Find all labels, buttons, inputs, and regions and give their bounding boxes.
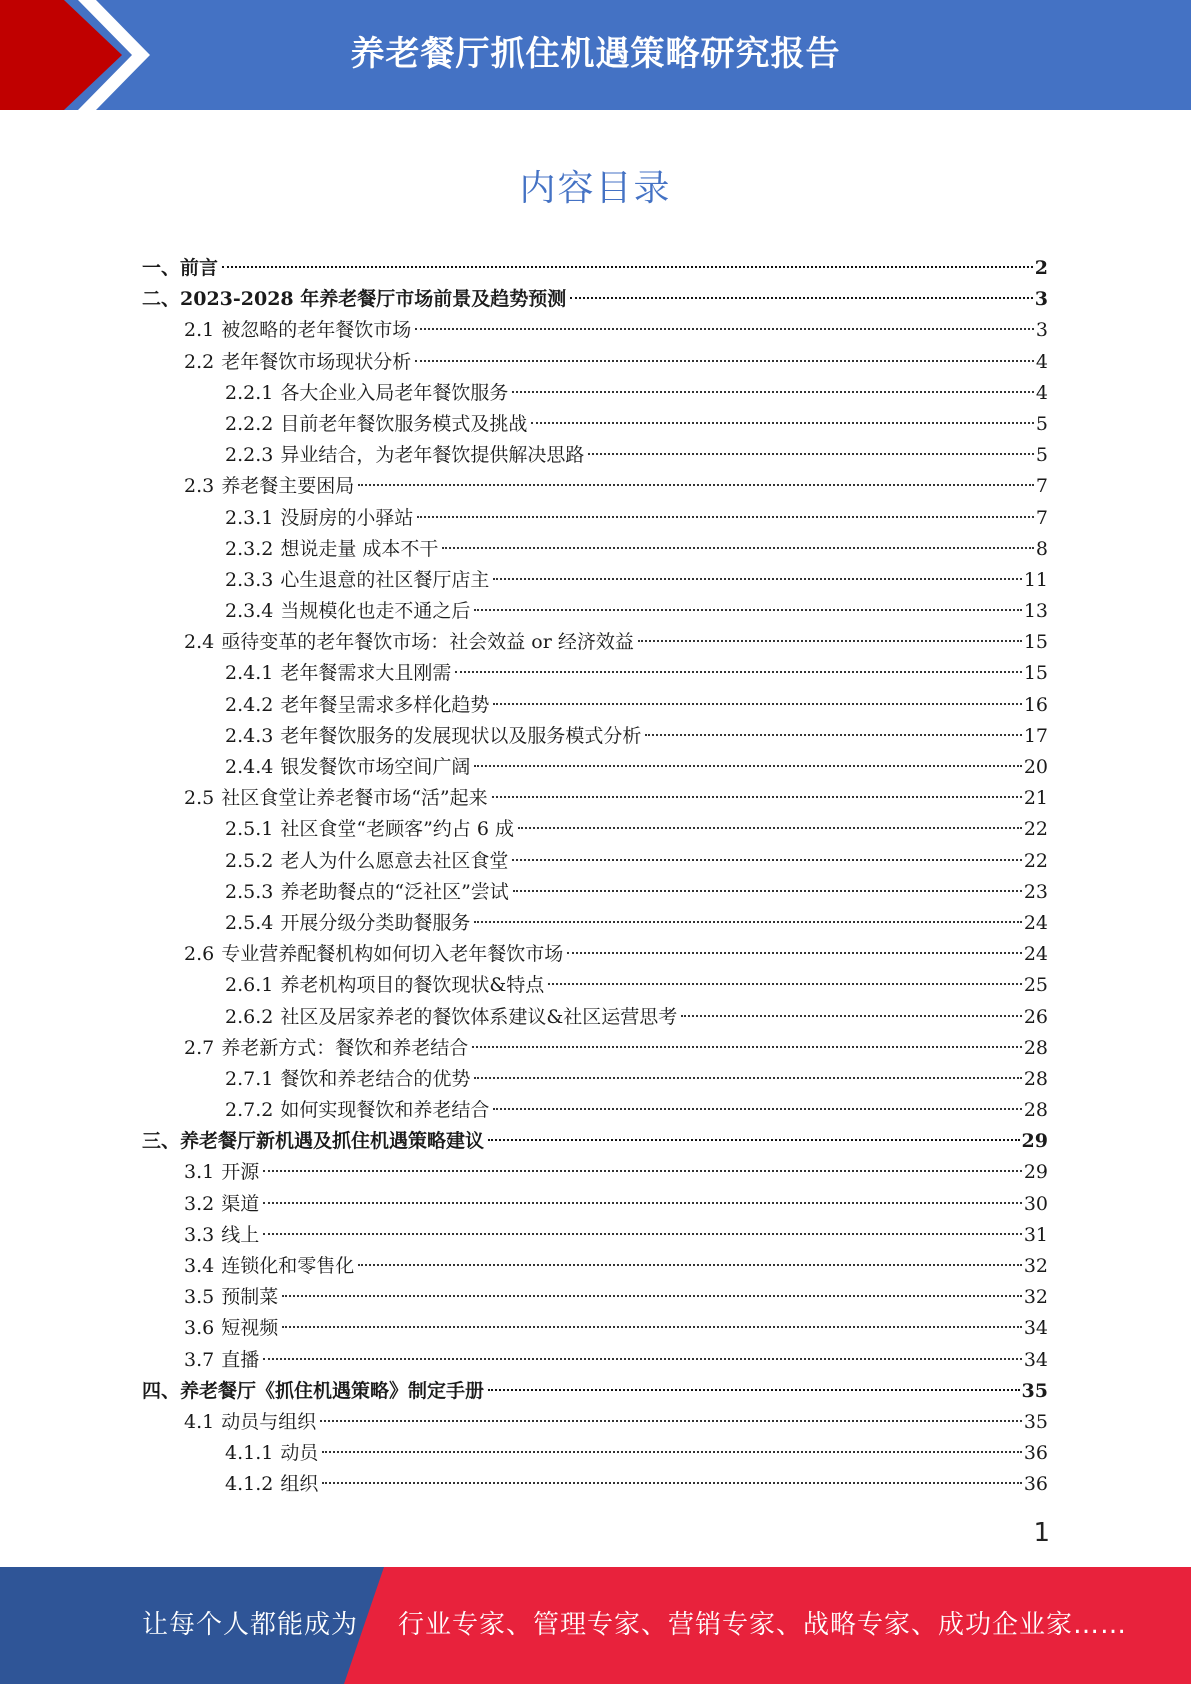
toc-entry-title: 预制菜 (221, 1286, 279, 1309)
toc-entry-title: 二、2023-2028 年养老餐厅市场前景及趋势预测 (142, 288, 567, 311)
toc-entry-page: 28 (1023, 1067, 1048, 1090)
toc-dot-leader (358, 1264, 1022, 1266)
toc-dot-leader (474, 1077, 1021, 1079)
toc-dot-leader (415, 360, 1034, 362)
toc-entry-page: 5 (1035, 444, 1048, 467)
toc-entry-page: 2 (1034, 257, 1048, 279)
toc-entry-number: 2.6.1 (225, 974, 274, 997)
toc-dot-leader (455, 671, 1021, 673)
toc-entry[interactable] (142, 1189, 1048, 1220)
toc-entry[interactable] (142, 1033, 1048, 1064)
footer-slogan-left: 让每个人都能成为 (142, 1610, 359, 1640)
toc-entry[interactable] (142, 1126, 1048, 1157)
toc-entry-title: 动员 (280, 1442, 319, 1465)
toc-entry[interactable] (142, 1376, 1048, 1407)
toc-dot-leader (488, 1139, 1020, 1141)
footer-slogan-right: 行业专家、管理专家、营销专家、战略专家、成功企业家…… (398, 1610, 1128, 1640)
toc-entry-page: 34 (1023, 1317, 1048, 1340)
toc-dot-leader (493, 578, 1021, 580)
toc-entry-page: 20 (1023, 756, 1048, 778)
toc-dot-leader (512, 391, 1034, 393)
toc-entry-number: 2.4.1 (225, 662, 274, 685)
toc-entry[interactable] (142, 534, 1048, 565)
toc-entry-title: 老年餐饮服务的发展现状以及服务模式分析 (280, 724, 642, 747)
toc-entry-number: 4.1 (184, 1410, 215, 1433)
toc-entry-title: 餐饮和养老结合的优势 (280, 1067, 471, 1090)
toc-entry-number: 2.5.4 (225, 911, 274, 934)
toc-dot-leader (322, 1451, 1021, 1453)
toc-entry-number: 2.5 (184, 787, 215, 810)
toc-entry-number: 4.1.2 (225, 1473, 274, 1496)
toc-entry[interactable] (142, 627, 1048, 658)
toc-entry-title: 直播 (221, 1348, 260, 1371)
toc-entry-number: 3.3 (184, 1223, 215, 1246)
toc-entry[interactable] (142, 1345, 1048, 1376)
toc-entry-title: 社区及居家养老的餐饮体系建议&社区运营思考 (280, 1005, 678, 1028)
toc-dot-leader (320, 1420, 1022, 1422)
toc-entry-title: 专业营养配餐机构如何切入老年餐饮市场 (221, 943, 564, 966)
toc-entry-page: 34 (1023, 1348, 1048, 1371)
toc-dot-leader (493, 703, 1021, 705)
toc-entry[interactable] (142, 690, 1048, 721)
toc-entry-page: 15 (1023, 662, 1048, 685)
toc-entry-number: 2.7.2 (225, 1099, 274, 1122)
toc-entry-title: 三、养老餐厅新机遇及抓住机遇策略建议 (142, 1130, 485, 1153)
toc-entry[interactable] (142, 315, 1048, 346)
toc-entry[interactable] (142, 846, 1048, 877)
toc-entry[interactable] (142, 1469, 1048, 1500)
toc-entry-page: 32 (1023, 1255, 1048, 1277)
toc-entry[interactable] (142, 1095, 1048, 1126)
toc-entry-title: 当规模化也走不通之后 (280, 600, 471, 623)
toc-entry-number: 2.6 (184, 943, 215, 966)
toc-entry-title: 亟待变革的老年餐饮市场：社会效益 or 经济效益 (221, 631, 634, 654)
toc-entry-title: 开展分级分类助餐服务 (280, 911, 471, 934)
toc-entry-page: 29 (1021, 1130, 1048, 1153)
toc-entry-number: 2.1 (184, 319, 215, 342)
toc-entry[interactable] (142, 1438, 1048, 1469)
toc-entry-title: 没厨房的小驿站 (280, 506, 414, 529)
toc-entry-number: 2.4 (184, 631, 215, 654)
toc-entry[interactable] (142, 752, 1048, 783)
toc-dot-leader (493, 1108, 1021, 1110)
toc-dot-leader (474, 765, 1021, 767)
toc-entry-number: 2.4.4 (225, 756, 274, 778)
toc-entry[interactable] (142, 970, 1048, 1001)
toc-entry-page: 24 (1023, 943, 1048, 966)
header-band (0, 0, 1191, 110)
toc-entry-number: 2.5.2 (225, 849, 274, 872)
toc-dot-leader (474, 609, 1021, 611)
toc-entry-page: 36 (1023, 1442, 1048, 1465)
toc-entry[interactable] (142, 253, 1048, 284)
toc-entry-title: 养老机构项目的餐饮现状&特点 (280, 974, 545, 997)
toc-entry-page: 35 (1021, 1379, 1048, 1402)
toc-entry[interactable] (142, 908, 1048, 939)
toc-entry[interactable] (142, 783, 1048, 814)
toc-entry-page: 21 (1023, 787, 1048, 810)
toc-entry[interactable] (142, 471, 1048, 502)
toc-entry[interactable] (142, 1064, 1048, 1095)
toc-dot-leader (588, 453, 1034, 455)
toc-heading: 内容目录 (519, 168, 672, 209)
toc-entry[interactable] (142, 1002, 1048, 1033)
toc-dot-leader (474, 921, 1021, 923)
toc-entry-page: 22 (1023, 818, 1048, 841)
toc-entry[interactable] (142, 721, 1048, 752)
toc-entry-title: 线上 (221, 1223, 260, 1246)
toc-entry[interactable] (142, 1407, 1048, 1438)
toc-entry[interactable] (142, 347, 1048, 378)
toc-entry-title: 社区食堂让养老餐市场“活”起来 (221, 787, 488, 810)
toc-entry-number: 2.7.1 (225, 1067, 274, 1090)
toc-entry-number: 2.2.3 (225, 444, 274, 467)
toc-dot-leader (645, 734, 1021, 736)
toc-entry-title: 目前老年餐饮服务模式及挑战 (280, 412, 528, 435)
toc-entry-page: 7 (1035, 475, 1048, 498)
toc-entry[interactable] (142, 378, 1048, 409)
toc-entry-title: 想说走量 成本不干 (280, 537, 439, 560)
toc-entry-page: 15 (1023, 631, 1048, 654)
toc-entry[interactable] (142, 1157, 1048, 1188)
toc-entry-page: 16 (1023, 693, 1048, 716)
toc-entry-number: 2.4.2 (225, 693, 274, 716)
toc-entry-title: 渠道 (221, 1192, 260, 1215)
toc-entry-title: 老年餐呈需求多样化趋势 (280, 693, 490, 716)
toc-entry-title: 一、前言 (142, 257, 219, 279)
toc-entry-page: 26 (1023, 1005, 1048, 1028)
toc-entry-page: 17 (1023, 724, 1048, 747)
toc-dot-leader (513, 890, 1022, 892)
toc-entry-page: 31 (1023, 1223, 1048, 1246)
toc-entry-title: 如何实现餐饮和养老结合 (280, 1099, 490, 1122)
toc-dot-leader (492, 796, 1022, 798)
toc-dot-leader (531, 422, 1034, 424)
toc-entry-page: 30 (1023, 1192, 1048, 1215)
toc-entry[interactable] (142, 1313, 1048, 1344)
toc-dot-leader (263, 1170, 1022, 1172)
toc-entry-page: 4 (1035, 381, 1048, 404)
toc-dot-leader (681, 1015, 1022, 1017)
toc-entry-number: 2.3.2 (225, 537, 274, 560)
toc-entry-title: 开源 (221, 1161, 260, 1184)
toc-entry-title: 老人为什么愿意去社区食堂 (280, 849, 509, 872)
toc-entry-page: 4 (1035, 350, 1048, 373)
toc-entry[interactable] (142, 1220, 1048, 1251)
toc-entry-title: 养老新方式：餐饮和养老结合 (221, 1036, 469, 1059)
toc-entry-page: 8 (1035, 537, 1048, 560)
toc-entry[interactable] (142, 440, 1048, 471)
toc-entry-number: 4.1.1 (225, 1442, 274, 1465)
toc-entry-number: 2.2.1 (225, 381, 274, 404)
toc-entry-page: 32 (1023, 1286, 1048, 1309)
toc-entry-page: 11 (1023, 568, 1048, 591)
toc-entry-title: 动员与组织 (221, 1410, 317, 1433)
toc-dot-leader (282, 1326, 1022, 1328)
toc-entry-number: 2.2.2 (225, 412, 274, 435)
toc-entry-page: 29 (1023, 1161, 1048, 1184)
toc-entry-title: 社区食堂“老顾客”约占 6 成 (280, 818, 514, 841)
toc-entry-number: 2.3.3 (225, 568, 274, 591)
toc-entry-title: 四、养老餐厅《抓住机遇策略》制定手册 (142, 1379, 485, 1402)
toc-dot-leader (263, 1233, 1022, 1235)
toc-entry-page: 36 (1023, 1473, 1048, 1496)
toc-entry-page: 7 (1035, 506, 1048, 529)
report-title: 养老餐厅抓住机遇策略研究报告 (350, 34, 841, 74)
toc-entry-title: 短视频 (221, 1317, 279, 1340)
toc-dot-leader (567, 952, 1022, 954)
toc-entry-number: 2.4.3 (225, 724, 274, 747)
toc-dot-leader (518, 827, 1022, 829)
toc-dot-leader (282, 1295, 1022, 1297)
toc-entry-number: 3.6 (184, 1317, 215, 1340)
toc-entry-title: 被忽略的老年餐饮市场 (221, 319, 412, 342)
toc-dot-leader (548, 983, 1022, 985)
toc-entry-number: 3.5 (184, 1286, 215, 1309)
toc-dot-leader (570, 297, 1033, 299)
toc-entry-number: 2.6.2 (225, 1005, 274, 1028)
toc-dot-leader (442, 547, 1034, 549)
toc-entry[interactable] (142, 814, 1048, 845)
toc-dot-leader (263, 1202, 1022, 1204)
toc-dot-leader (417, 516, 1034, 518)
toc-entry[interactable] (142, 565, 1048, 596)
toc-entry-title: 组织 (280, 1473, 319, 1496)
table-of-contents (142, 253, 1048, 1501)
toc-dot-leader (512, 859, 1021, 861)
toc-entry-title: 心生退意的社区餐厅店主 (280, 568, 490, 591)
toc-dot-leader (638, 640, 1022, 642)
toc-entry-title: 连锁化和零售化 (221, 1255, 355, 1277)
toc-entry-number: 2.5.3 (225, 880, 274, 903)
toc-dot-leader (488, 1389, 1020, 1391)
toc-dot-leader (358, 484, 1034, 486)
toc-entry-number: 2.7 (184, 1036, 215, 1059)
toc-dot-leader (263, 1358, 1022, 1360)
toc-dot-leader (472, 1046, 1022, 1048)
toc-entry-page: 28 (1023, 1099, 1048, 1122)
toc-entry-page: 3 (1035, 319, 1048, 342)
toc-dot-leader (415, 328, 1034, 330)
toc-entry[interactable] (142, 939, 1048, 970)
toc-entry-number: 2.3.1 (225, 506, 274, 529)
toc-entry-page: 28 (1023, 1036, 1048, 1059)
toc-entry-number: 2.3 (184, 475, 215, 498)
toc-entry-title: 银发餐饮市场空间广阔 (280, 756, 471, 778)
toc-entry[interactable] (142, 658, 1048, 689)
toc-entry-title: 养老餐主要困局 (221, 475, 355, 498)
toc-entry-number: 3.7 (184, 1348, 215, 1371)
toc-entry-page: 25 (1023, 974, 1048, 997)
toc-entry-page: 13 (1023, 600, 1048, 623)
toc-dot-leader (322, 1482, 1021, 1484)
toc-entry[interactable] (142, 1251, 1048, 1282)
toc-entry-title: 异业结合，为老年餐饮提供解决思路 (280, 444, 585, 467)
toc-entry-page: 23 (1023, 880, 1048, 903)
toc-entry-title: 老年餐饮市场现状分析 (221, 350, 412, 373)
toc-entry-title: 老年餐需求大且刚需 (280, 662, 452, 685)
toc-entry-number: 2.5.1 (225, 818, 274, 841)
toc-dot-leader (222, 266, 1033, 268)
toc-entry[interactable] (142, 503, 1048, 534)
toc-entry[interactable] (142, 1282, 1048, 1313)
toc-entry-page: 3 (1034, 288, 1048, 311)
toc-entry[interactable] (142, 877, 1048, 908)
toc-entry[interactable] (142, 409, 1048, 440)
toc-entry[interactable] (142, 596, 1048, 627)
toc-entry-number: 2.2 (184, 350, 215, 373)
toc-entry-page: 24 (1023, 911, 1048, 934)
toc-entry-number: 3.1 (184, 1161, 215, 1184)
toc-entry-page: 5 (1035, 412, 1048, 435)
page-number: 1 (1033, 1518, 1050, 1548)
toc-entry[interactable] (142, 284, 1048, 315)
toc-entry-title: 各大企业入局老年餐饮服务 (280, 381, 509, 404)
toc-entry-number: 3.2 (184, 1192, 215, 1215)
toc-entry-number: 2.3.4 (225, 600, 274, 623)
toc-entry-page: 22 (1023, 849, 1048, 872)
toc-entry-page: 35 (1023, 1410, 1048, 1433)
toc-entry-number: 3.4 (184, 1255, 215, 1277)
toc-entry-title: 养老助餐点的“泛社区”尝试 (280, 880, 509, 903)
footer-band (0, 1567, 1191, 1684)
